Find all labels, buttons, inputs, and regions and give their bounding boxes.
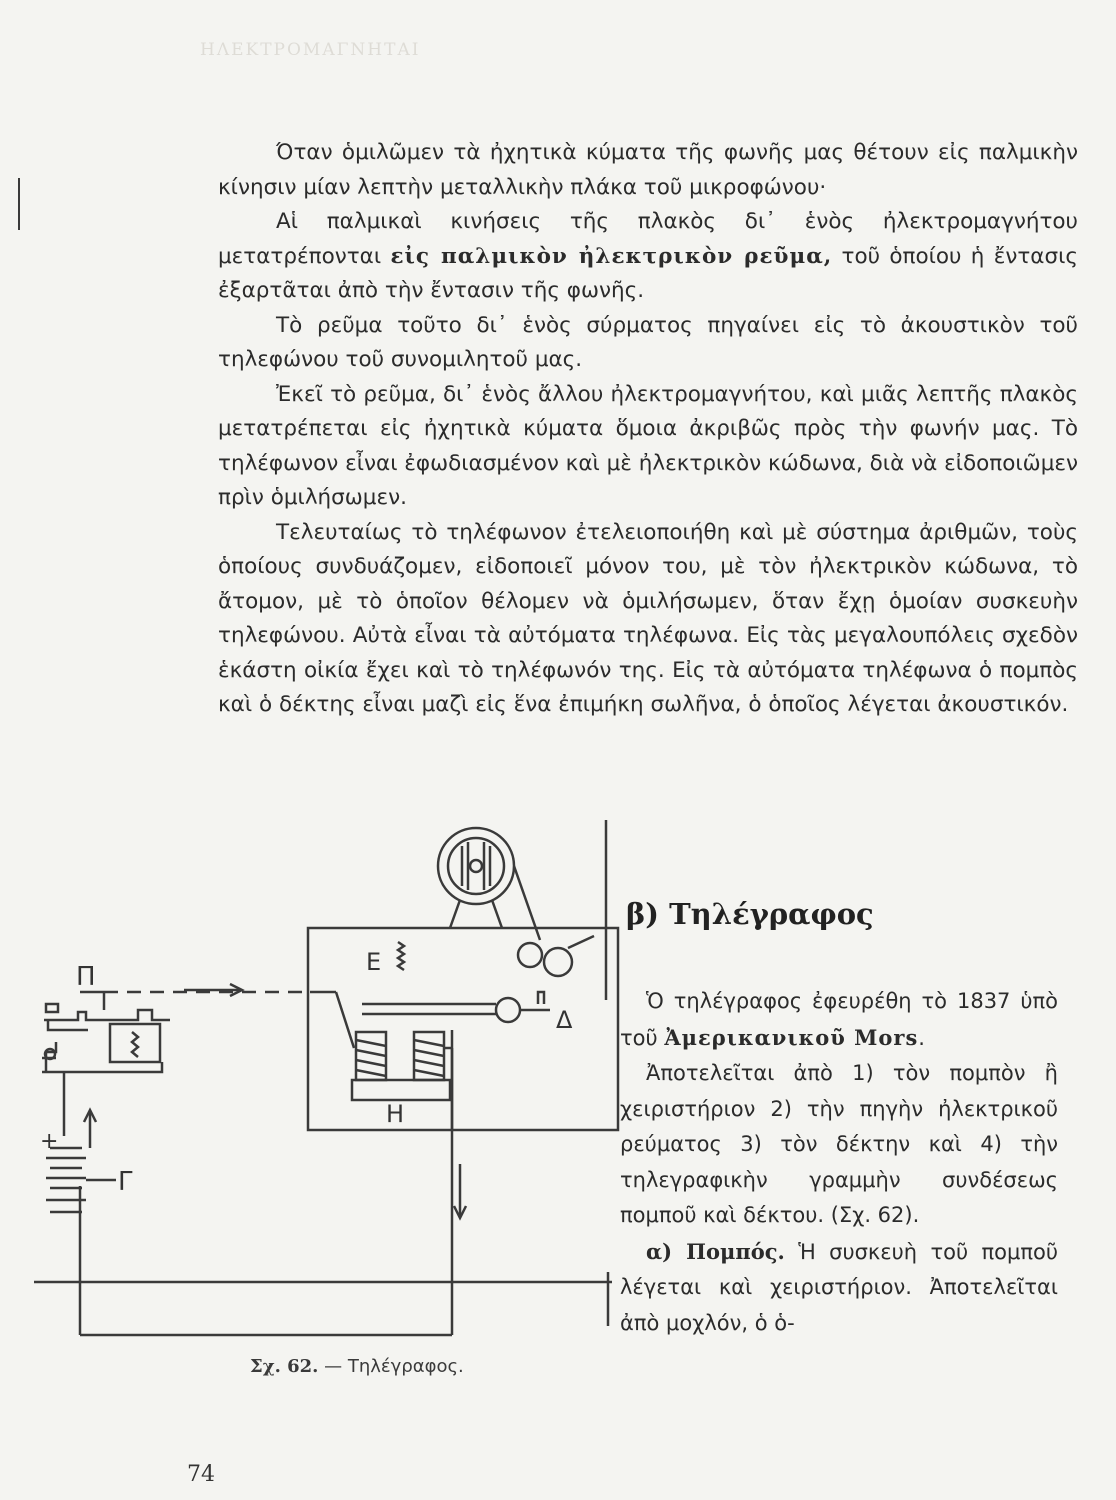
paragraph-2-start: Αἱ παλμικαὶ κινήσεις τῆς πλακὸς δι᾽ ἑνὸς ἠλεκτρομαγνήτου μετατρέπονται (218, 209, 1078, 269)
paper-reel (438, 828, 514, 904)
margin-rule (18, 178, 20, 230)
sender-key-base (42, 1042, 162, 1072)
paragraph-2-end: τοῦ ὁποίου ἡ ἔντασις ἐξαρτᾶται ἀπὸ τὴν ἔντασιν τῆς φωνῆς. (218, 243, 1078, 303)
section-paragraph-3-text: Ἡ συσκευὴ τοῦ πομποῦ λέγεται καὶ χειριστήριον. Ἀποτελεῖται ἀπὸ μοχλόν, ὁ ὁ- (620, 1239, 1059, 1335)
bleed-through-header: ΗΛΕΚΤΡΟΜΑΓΝΗΤΑΙ (200, 40, 421, 60)
label-g: Γ (118, 1167, 133, 1197)
section-paragraph-3 (620, 1234, 1058, 1342)
roller-bottom (544, 948, 572, 976)
paragraph-2 (218, 205, 1078, 309)
paragraph-4: Ἐκεῖ τὸ ρεῦμα, δι᾽ ἑνὸς ἄλλου ἠλεκτρομαγνήτου, καὶ μιᾶς λεπτῆς πλακὸς μετατρέπεται εἰς ἠχητικὰ κύματα ὅμοια ἀκριβῶς πρὸς τὴν φωνήν μας. Τὸ τηλέφωνον εἶναι ἐφωδιασμένον καὶ μὲ ἠλεκτρικὸν κώδωνα, διὰ νὰ εἰδοποιῶμεν πρὶν ὁμιλήσωμεν. (218, 381, 1078, 510)
section-paragraph-1-end: . (918, 1025, 925, 1050)
inventor-name: Ἀμερικανικοῦ Mors (664, 1024, 919, 1050)
figure-caption-text: — Τηλέγραφος. (324, 1356, 464, 1377)
figure-number: Σχ. 62. (250, 1356, 319, 1377)
reel-spokes (462, 842, 490, 890)
receiver-feed-wire (336, 992, 354, 1048)
paper-reel-hub (470, 860, 482, 872)
sender-key-spring (132, 1032, 138, 1057)
section-text (620, 984, 1058, 1341)
paper-exit (568, 936, 594, 948)
label-d: Δ (556, 1006, 573, 1034)
subsection-heading: α) Πομπός. (646, 1238, 785, 1264)
coil-right-windings (414, 1040, 444, 1076)
label-plus: + (40, 1129, 59, 1154)
section-paragraph-2: Ἀποτελεῖται ἀπὸ 1) τὸν πομπὸν ἢ χειριστήριον 2) τὴν πηγὴν ἠλεκτρικοῦ ρεύματος 3) τὸν δέκτην καὶ 4) τὴν τηλεγραφικὴν γραμμὴν συνδέσεως πομποῦ καὶ δέκτου. (Σχ. 62). (620, 1061, 1058, 1227)
paragraph-3: Τὸ ρεῦμα τοῦτο δι᾽ ἑνὸς σύρματος πηγαίνει εἰς τὸ ἀκουστικὸν τοῦ τηλεφώνου τοῦ συνομιλητοῦ μας. (218, 312, 1078, 372)
yoke-h (352, 1080, 450, 1100)
section-paragraph-1-start: Ὁ τηλέγραφος ἐφευρέθη τὸ 1837 ὑπὸ τοῦ (620, 989, 1058, 1050)
spring-e (398, 942, 404, 970)
section-paragraph-1 (620, 984, 1058, 1056)
figure-caption (250, 1356, 464, 1377)
coil-left-windings (356, 1040, 386, 1076)
paragraph-5: Τελευταίως τὸ τηλέφωνον ἐτελειοποιήθη καὶ μὲ σύστημα ἀριθμῶν, τοὺς ὁποίους συνδυάζομεν, εἰδοποιεῖ μόνον του, μὲ τὸν ἠλεκτρικὸν κώδωνα, τὸ ἄτομον, μὲ τὸ ὁποῖον θέλομεν νὰ ὁμιλήσωμεν, ὅταν ἔχῃ ὁμοίαν συσκευὴν τηλεφώνου. Αὐτὰ εἶναι τὰ αὐτόματα τηλέφωνα. Εἰς τὰς μεγαλουπόλεις σχεδὸν ἑκάστη οἰκία ἔχει καὶ τὸ τηλέφωνόν της. Εἰς τὰ αὐτόματα τηλέφωνα ὁ πομπὸς καὶ ὁ δέκτης εἶναι μαζὶ εἰς ἕνα ἐπιμήκη σωλῆνα, ὁ ὁποῖος λέγεται ἀκουστικόν. (218, 519, 1078, 717)
stylus (538, 992, 544, 1004)
body-text (218, 136, 1078, 723)
label-p: Π (76, 962, 96, 992)
paragraph-2-emphasis: εἰς παλμικὸν ἠλεκτρικὸν ρεῦμα, (390, 243, 833, 269)
paragraph-1: Όταν ὁμιλῶμεν τὰ ἠχητικὰ κύματα τῆς φωνῆς μας θέτουν εἰς παλμικὴν κίνησιν μίαν λεπτὴν μεταλλικὴν πλάκα τοῦ μικροφώνου· (218, 140, 1078, 200)
sender-key-lever (44, 1004, 170, 1030)
page-number: 74 (187, 1462, 215, 1487)
section-title: β) Τηλέγραφος (626, 897, 874, 931)
lever-pivot (496, 998, 520, 1022)
label-h: Η (386, 1100, 405, 1128)
telegraph-diagram (20, 820, 620, 1350)
label-e: Ε (366, 948, 382, 976)
paper-reel-inner (448, 838, 504, 894)
roller-top (518, 943, 542, 967)
